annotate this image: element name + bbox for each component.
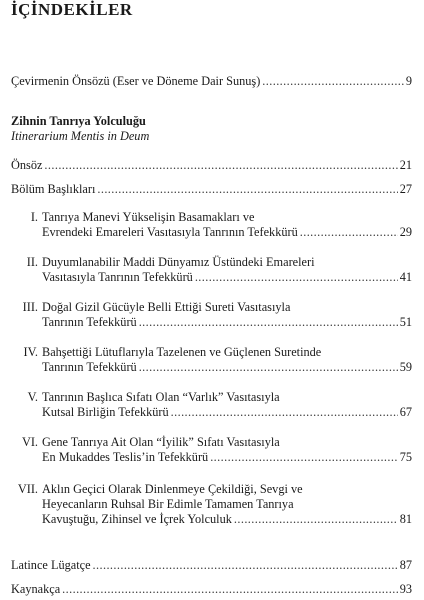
toc-chapter-1[interactable] [11,210,412,240]
chapter-number: IV. [23,345,38,359]
chapter-number: V. [27,390,38,404]
toc-chapter-6[interactable] [11,435,412,465]
toc-page-number: 87 [399,558,412,572]
chapter-line: Tanrının Başlıca Sıfatı Olan “Varlık” Vasıtasıyla [42,390,280,404]
section-heading [11,114,412,144]
toc-entry-preface[interactable] [11,158,412,173]
toc-page-number: 9 [405,74,412,88]
toc-entry-bibliography[interactable] [11,582,412,597]
page-title: İÇİNDEKİLER [11,0,133,19]
dot-leader [97,182,397,197]
section-subtitle: Itinerarium Mentis in Deum [11,129,150,143]
chapter-line: Kutsal Birliğin Tefekkürü [42,405,169,419]
dot-leader [171,405,398,420]
chapter-line: Aklın Geçici Olarak Dinlenmeye Çekildiği, Sevgi ve [42,482,303,496]
toc-entry-label: Latince Lügatçe [11,558,91,572]
chapter-line: Heyecanların Ruhsal Bir Edimle Tamamen Tanrıya [42,497,294,511]
toc-page-number: 27 [399,182,412,196]
chapter-line: Vasıtasıyla Tanrının Tefekkürü [42,270,193,284]
toc-page-number: 51 [399,315,412,329]
toc-page-number: 75 [399,450,412,464]
toc-entry-chapter-headings[interactable] [11,182,412,197]
toc-entry-latin-glossary[interactable] [11,558,412,573]
toc-page-number: 29 [399,225,412,239]
chapter-line: Gene Tanrıya Ait Olan “İyilik” Sıfatı Vasıtasıyla [42,435,280,449]
toc-page-number: 59 [399,360,412,374]
dot-leader [139,360,398,375]
toc-page-number: 81 [399,512,412,526]
toc-entry-label: Önsöz [11,158,43,172]
dot-leader [210,450,398,465]
dot-leader [262,74,404,89]
toc-page-number: 41 [399,270,412,284]
chapter-line: Doğal Gizil Gücüyle Belli Ettiği Sureti Vasıtasıyla [42,300,291,314]
toc-entry-label: Çevirmenin Önsözü (Eser ve Döneme Dair Sunuş) [11,74,261,88]
chapter-line: Bahşettiği Lütuflarıyla Tazelenen ve Güçlenen Suretinde [42,345,322,359]
toc-chapter-2[interactable] [11,255,412,285]
chapter-line: En Mukaddes Teslis’in Tefekkürü [42,450,209,464]
chapter-line: Tanrının Tefekkürü [42,360,137,374]
dot-leader [44,158,397,173]
dot-leader [62,582,398,597]
toc-entry-label: Kaynakça [11,582,61,596]
chapter-line: Duyumlanabilir Maddi Dünyamız Üstündeki Emareleri [42,255,315,269]
dot-leader [93,558,398,573]
toc-chapter-3[interactable] [11,300,412,330]
toc-entry-label: Bölüm Başlıkları [11,182,96,196]
chapter-number: I. [30,210,38,224]
chapter-line: Evrendeki Emareleri Vasıtasıyla Tanrının Tefekkürü [42,225,298,239]
chapter-number: II. [26,255,38,269]
toc-page-number: 21 [399,158,412,172]
toc-chapter-5[interactable] [11,390,412,420]
chapter-number: VII. [17,482,38,496]
dot-leader [300,225,398,240]
chapter-line: Tanrının Tefekkürü [42,315,137,329]
chapter-number: VI. [21,435,38,449]
dot-leader [234,512,398,527]
toc-entry-translator-preface[interactable] [11,74,412,89]
dot-leader [139,315,398,330]
toc-chapter-7[interactable] [11,482,412,527]
toc-page-number: 93 [399,582,412,596]
toc-page-number: 67 [399,405,412,419]
chapter-line: Kavuştuğu, Zihinsel ve İçrek Yolculuk [42,512,232,526]
chapter-line: Tanrıya Manevi Yükselişin Basamakları ve [42,210,255,224]
dot-leader [195,270,398,285]
section-title: Zihnin Tanrıya Yolculuğu [11,114,146,128]
toc-chapter-4[interactable] [11,345,412,375]
chapter-number: III. [22,300,38,314]
